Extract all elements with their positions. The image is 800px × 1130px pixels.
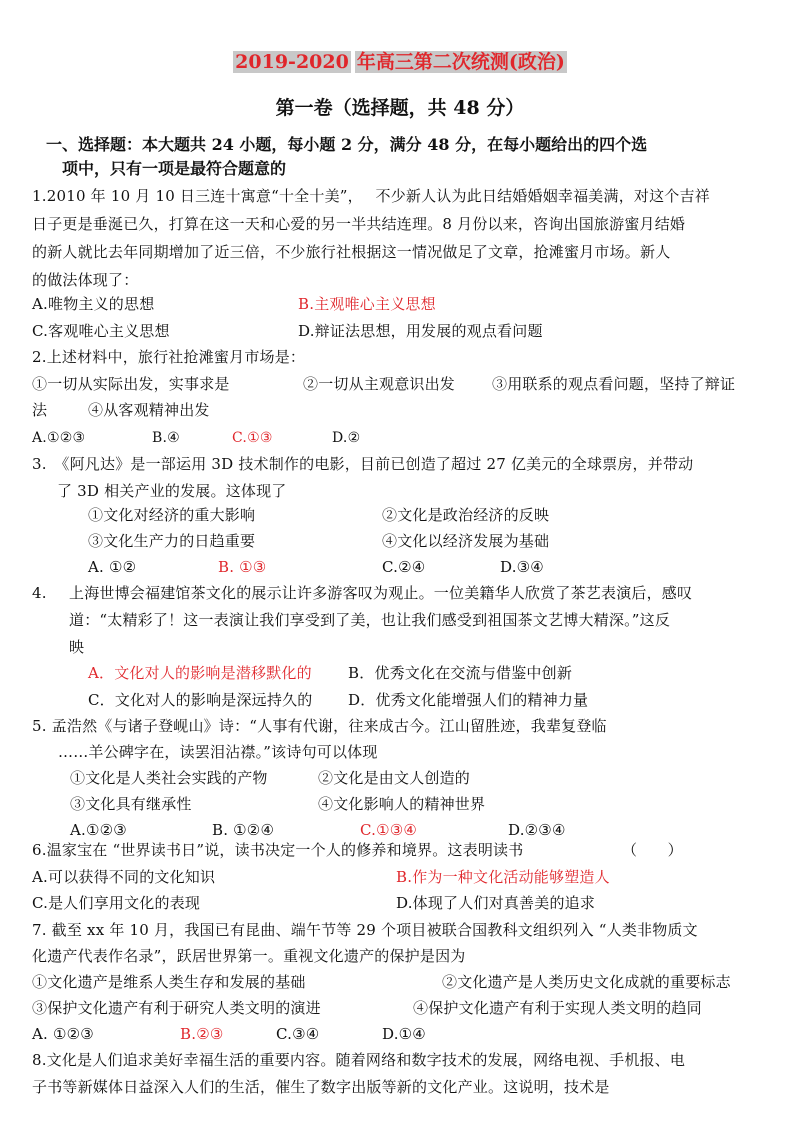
statement-3: ③文化生产力的日趋重要 — [88, 532, 256, 550]
option-b: B.④ — [152, 430, 180, 446]
option-a: A.①②③ — [32, 430, 86, 446]
option-a: A. ①②③ — [32, 1025, 94, 1043]
question-stem-line: 了 3D 相关产业的发展。这体现了 — [57, 482, 287, 500]
option-c: C.是人们享用文化的表现 — [32, 894, 201, 912]
option-a-correct: A．文化对人的影响是潜移默化的 — [88, 664, 312, 682]
question-stem-line: 的做法体现了： — [32, 271, 139, 289]
question-stem-line: 8.文化是人们追求美好幸福生活的重要内容。随着网络和数字技术的发展，网络电视、手机报、电 — [32, 1051, 686, 1069]
option-d: D.①④ — [382, 1025, 426, 1043]
question-stem-line: 化遗产代表作名录”，跃居世界第一。重视文化遗产的保护是因为 — [32, 947, 466, 965]
statement-3: ③用联系的观点看问题，坚持了辩证 — [492, 375, 736, 393]
question-stem-line: 的新人就比去年同期增加了近三倍，不少旅行社根据这一情况做足了文章，抢滩蜜月市场。新人 — [32, 243, 671, 261]
option-b-correct: B. ①③ — [218, 558, 267, 576]
statement-1: ①文化遗产是维系人类生存和发展的基础 — [32, 973, 306, 991]
question-number: 4. — [32, 584, 47, 602]
statement-3: ③保护文化遗产有利于研究人类文明的演进 — [32, 999, 321, 1017]
option-d: D．优秀文化能增强人们的精神力量 — [348, 691, 589, 709]
option-a: A.可以获得不同的文化知识 — [32, 868, 216, 886]
question-stem-line: 2.上述材料中，旅行社抢滩蜜月市场是： — [32, 348, 306, 366]
option-b-correct: B.主观唯心主义思想 — [298, 295, 436, 313]
option-c: C.③④ — [276, 1025, 320, 1043]
option-d: D.③④ — [500, 558, 544, 576]
statement-3: ③文化具有继承性 — [70, 795, 192, 813]
option-b-correct: B.作为一种文化活动能够塑造人 — [396, 868, 610, 886]
option-c: C.②④ — [382, 558, 426, 576]
option-d: D.辩证法思想，用发展的观点看问题 — [298, 322, 543, 340]
option-b-correct: B.②③ — [180, 1025, 224, 1043]
part-subtitle: 第一卷（选择题，共 48 分） — [275, 97, 525, 119]
statement-4: ④保护文化遗产有利于实现人类文明的趋同 — [413, 999, 702, 1017]
statement-4: ④文化影响人的精神世界 — [318, 795, 486, 813]
statement-1: ①文化是人类社会实践的产物 — [70, 769, 268, 787]
title-text: 年高三第二次统测(政治) — [356, 51, 565, 73]
question-stem-line: 上海世博会福建馆茶文化的展示让许多游客叹为观止。一位美籍华人欣赏了茶艺表演后，感叹 — [69, 584, 693, 602]
question-stem-line: 日子更是垂涎已久，打算在这一天和心爱的另一半共结连理。8 月份以来，咨询出国旅游蜜月结婚 — [32, 215, 686, 233]
question-stem-line: 6.温家宝在 “世界读书日”说，读书决定一个人的修养和境界。这表明读书 — [32, 841, 524, 859]
statement-4: ④文化以经济发展为基础 — [382, 532, 550, 550]
statement-1: ①一切从实际出发，实事求是 — [32, 375, 230, 393]
statement-2: ②一切从主观意识出发 — [303, 375, 456, 393]
statement-2: ②文化是政治经济的反映 — [382, 506, 550, 524]
option-c: C．文化对人的影响是深远持久的 — [88, 691, 313, 709]
title-year: 2019-2020 — [235, 51, 349, 73]
option-d: D.②③④ — [508, 821, 566, 839]
statement-4: ④从客观精神出发 — [88, 401, 210, 419]
question-stem-line: 3. 《阿凡达》是一部运用 3D 技术制作的电影，目前已创造了超过 27 亿美元的全球票房，并带动 — [32, 455, 694, 473]
question-stem-line: 道：“太精彩了！这一表演让我们享受到了美，也让我们感受到祖国茶文艺博大精深。”这反 — [69, 611, 671, 629]
option-c: C.客观唯心主义思想 — [32, 322, 170, 340]
option-a: A.①②③ — [70, 821, 127, 839]
answer-blank: （ ） — [622, 841, 683, 859]
question-stem-line: 5. 孟浩然《与诸子登岘山》诗：“人事有代谢，往来成古今。江山留胜迹，我辈复登临 — [32, 717, 607, 735]
option-c-correct: C.①③ — [232, 430, 273, 446]
question-stem-line: 1.2010 年 10 月 10 日三连十寓意“十全十美”， 不少新人认为此日结婚婚姻幸福美满，对这个吉祥 — [32, 187, 710, 205]
option-a: A. ①② — [88, 558, 137, 576]
option-d: D.② — [332, 430, 361, 446]
question-stem-line: ……羊公碑字在，读罢泪沾襟。”该诗句可以体现 — [58, 743, 378, 761]
section-header-line-1: 一、选择题：本大题共 24 小题，每小题 2 分，满分 48 分，在每小题给出的四个选 — [46, 135, 648, 154]
statement-2: ②文化是由文人创造的 — [318, 769, 471, 787]
option-b: B. ①②④ — [212, 821, 275, 839]
option-b: B．优秀文化在交流与借鉴中创新 — [348, 664, 573, 682]
option-d: D.体现了人们对真善美的追求 — [396, 894, 596, 912]
statement-2: ②文化遗产是人类历史文化成就的重要标志 — [442, 973, 731, 991]
statement-1: ①文化对经济的重大影响 — [88, 506, 256, 524]
exam-title — [0, 50, 800, 74]
section-header-line-2: 项中，只有一项是最符合题意的 — [62, 159, 287, 178]
question-stem-line: 映 — [69, 638, 85, 656]
question-stem-line: 7. 截至 xx 年 10 月，我国已有昆曲、端午节等 29 个项目被联合国教科文组织列入 “人类非物质文 — [32, 921, 698, 939]
option-a: A.唯物主义的思想 — [32, 295, 155, 313]
option-c-correct: C.①③④ — [360, 821, 418, 839]
statement-3-cont: 法 — [32, 401, 48, 419]
question-stem-line: 子书等新媒体日益深入人们的生活，催生了数字出版等新的文化产业。这说明，技术是 — [32, 1078, 610, 1096]
